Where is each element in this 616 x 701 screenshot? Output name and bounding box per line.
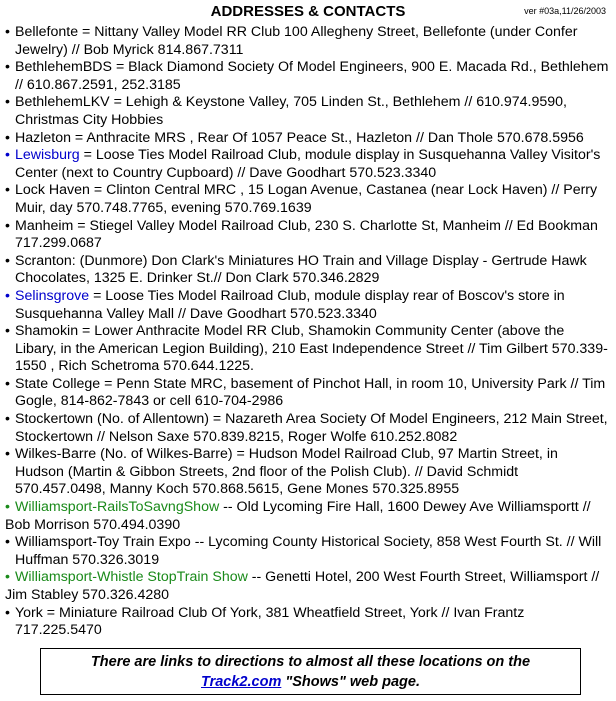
list-item: [5, 147, 609, 182]
entry-text: Stockertown (No. of Allentown) = Nazareth Area Society Of Model Engineers, 212 Main Street, Stockertown // Nelson Saxe 570.839.8215, Roger Wolfe 610.252.8082: [15, 411, 608, 445]
contacts-list: [5, 24, 609, 640]
entry-text: Shamokin = Lower Anthracite Model RR Club, Shamokin Community Center (above the Libary, in the American Legion Building), 210 East Independence Street // Tim Gilbert 570.339-1550 , Rich Schetroma 570.644.1225.: [15, 323, 608, 375]
entry-text: BethlehemBDS = Black Diamond Society Of Model Engineers, 900 E. Macada Rd., Bethlehem // 610.867.2591, 252.3185: [15, 59, 609, 93]
bullet-icon: •: [5, 182, 10, 199]
page-title: ADDRESSES & CONTACTS: [210, 3, 406, 20]
footer-line-2-text: "Shows" web page.: [281, 674, 420, 690]
list-item: [5, 605, 609, 640]
bullet-icon: •: [5, 24, 10, 40]
list-item: [5, 218, 609, 253]
list-item: [5, 253, 609, 288]
entry-text: Wilkes-Barre (No. of Wilkes-Barre) = Hudson Model Railroad Club, 97 Martin Street, in Hudson (Martin & Gibbon Streets, 2nd floor of the Polish Club). // David Schmidt 570.457.0498, Manny Koch 570.868.5615, Gene Mones 570.325.8955: [15, 446, 558, 498]
bullet-icon: •: [5, 411, 10, 428]
list-item: [5, 182, 609, 217]
entry-text: -- Genetti Hotel, 200 West Fourth Street, Williamsport // Jim Stabley 570.326.4280: [5, 569, 600, 603]
entry-text: = Loose Ties Model Railroad Club, module display rear of Boscov's store in Susquehanna Valley Mall // Dave Goodhart 570.523.3340: [15, 287, 565, 322]
list-item: [5, 446, 609, 499]
entry-text: Williamsport-Toy Train Expo -- Lycoming County Historical Society, 858 West Fourth St. // Will Huffman 570.326.3019: [15, 534, 602, 568]
entry-text: Lock Haven = Clinton Central MRC , 15 Logan Avenue, Castanea (near Lock Haven) // Perry Muir, day 570.748.7765, evening 570.769.1639: [15, 182, 598, 216]
entry-text: Manheim = Stiegel Valley Model Railroad Club, 230 S. Charlotte St, Manheim // Ed Bookman 717.299.0687: [15, 217, 598, 252]
list-item: [5, 376, 609, 411]
bullet-icon: •: [5, 323, 10, 340]
track2-link[interactable]: Track2.com: [201, 674, 282, 690]
bullet-icon: •: [5, 287, 10, 304]
entry-text: -- Old Lycoming Fire Hall, 1600 Dewey Ave Williamsportt // Bob Morrison 570.494.0390: [5, 499, 591, 533]
entry-text: York = Miniature Railroad Club Of York, 381 Wheatfield Street, York // Ivan Frantz 717.225.5470: [15, 604, 525, 639]
list-item: [5, 24, 609, 59]
bullet-icon: •: [5, 534, 10, 551]
entry-text: BethlehemLKV = Lehigh & Keystone Valley, 705 Linden St., Bethlehem // 610.974.9590, Christmas City Hobbies: [15, 94, 567, 128]
list-item: [5, 130, 609, 148]
entry-text: State College = Penn State MRC, basement of Pinchot Hall, in room 10, University Park // Tim Gogle, 814-862-7843 or cell 610-704-2986: [15, 375, 606, 410]
list-item: [5, 94, 609, 129]
bullet-icon: •: [5, 129, 10, 146]
list-item: [5, 411, 609, 446]
bullet-icon: •: [5, 446, 10, 463]
bullet-icon: •: [5, 375, 10, 392]
list-item: [5, 569, 609, 604]
list-item: [5, 499, 609, 534]
list-item: [5, 534, 609, 569]
entry-text: = Loose Ties Model Railroad Club, module display in Susquehanna Valley Visitor's Center (next to Country Cupboard) // Dave Goodhart 570.523.3340: [15, 147, 601, 181]
whistle-stop-train-show-link[interactable]: Williamsport-Whistle StopTrain Show: [15, 569, 248, 586]
rails-to-savng-show-link[interactable]: Williamsport-RailsToSavngShow: [15, 499, 220, 516]
bullet-icon: •: [5, 94, 10, 111]
version-label: ver #03a,11/26/2003: [524, 6, 606, 16]
bullet-icon: •: [5, 604, 10, 621]
footer-line-1: There are links to directions to almost all these locations on the: [90, 654, 531, 670]
footer-note-box: [40, 648, 581, 695]
selinsgrove-link[interactable]: Selinsgrove: [15, 287, 90, 304]
entry-text: Scranton: (Dunmore) Don Clark's Miniatures HO Train and Village Display - Gertrude Hawk Chocolates, 1325 E. Drinker St.// Don Clark 570.346.2829: [15, 252, 587, 287]
bullet-icon: •: [5, 147, 10, 164]
bullet-icon: •: [5, 569, 10, 586]
entry-text: Hazleton = Anthracite MRS , Rear Of 1057 Peace St., Hazleton // Dan Thole 570.678.5956: [15, 129, 584, 146]
list-item: [5, 59, 609, 94]
lewisburg-link[interactable]: Lewisburg: [15, 147, 80, 164]
bullet-icon: •: [5, 252, 10, 269]
bullet-icon: •: [5, 59, 10, 76]
bullet-icon: •: [5, 499, 10, 516]
footer-line-2: [41, 672, 580, 692]
bullet-icon: •: [5, 217, 10, 234]
entry-text: Bellefonte = Nittany Valley Model RR Club 100 Allegheny Street, Bellefonte (under Confer Jewelry) // Bob Myrick 814.867.7311: [15, 24, 578, 58]
list-item: [5, 323, 609, 376]
list-item: [5, 288, 609, 323]
